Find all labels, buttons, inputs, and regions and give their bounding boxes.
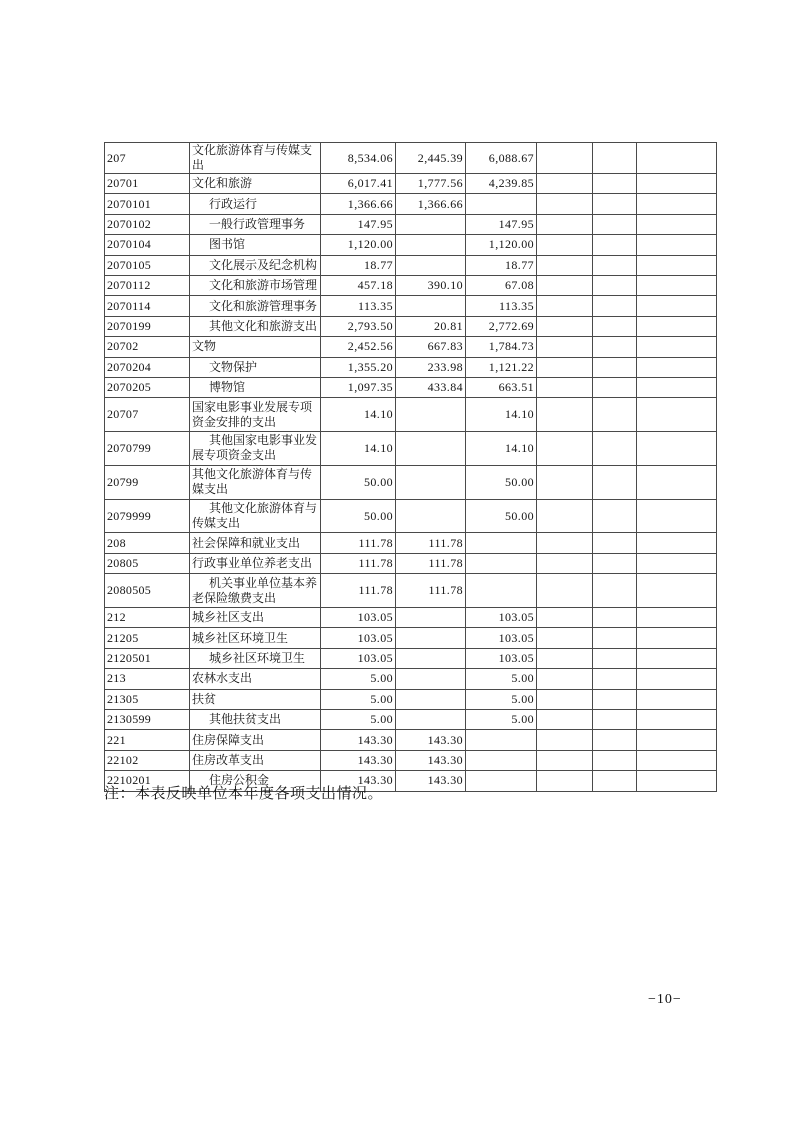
table-row	[105, 296, 717, 316]
row-code: 213	[105, 669, 190, 689]
row-empty-cell	[593, 357, 637, 377]
row-empty-cell	[537, 194, 593, 214]
row-value-1: 113.35	[321, 296, 396, 316]
row-name: 文化和旅游	[190, 174, 321, 194]
row-value-3: 1,121.22	[466, 357, 537, 377]
row-empty-cell	[537, 730, 593, 750]
row-empty-cell	[537, 710, 593, 730]
row-name: 行政运行	[190, 194, 321, 214]
row-value-1: 111.78	[321, 574, 396, 608]
row-name: 国家电影事业发展专项资金安排的支出	[190, 398, 321, 432]
row-name: 一般行政管理事务	[190, 214, 321, 234]
row-empty-cell	[593, 275, 637, 295]
row-empty-cell	[537, 143, 593, 174]
row-empty-cell	[537, 648, 593, 668]
row-value-2: 111.78	[396, 533, 466, 553]
row-name: 文物保护	[190, 357, 321, 377]
table-row	[105, 465, 717, 499]
row-empty-cell	[537, 235, 593, 255]
row-name: 行政事业单位养老支出	[190, 553, 321, 573]
row-code: 2070101	[105, 194, 190, 214]
row-value-2: 20.81	[396, 316, 466, 336]
row-empty-cell	[593, 499, 637, 533]
row-value-1: 2,793.50	[321, 316, 396, 336]
row-empty-cell	[637, 174, 717, 194]
row-value-3: 5.00	[466, 689, 537, 709]
row-code: 2070199	[105, 316, 190, 336]
row-name: 城乡社区支出	[190, 608, 321, 628]
row-empty-cell	[593, 574, 637, 608]
row-empty-cell	[593, 143, 637, 174]
row-value-2: 1,777.56	[396, 174, 466, 194]
row-value-3	[466, 533, 537, 553]
row-empty-cell	[593, 689, 637, 709]
row-value-1: 8,534.06	[321, 143, 396, 174]
row-empty-cell	[637, 750, 717, 770]
row-code: 20707	[105, 398, 190, 432]
row-code: 20701	[105, 174, 190, 194]
row-empty-cell	[637, 143, 717, 174]
row-value-2	[396, 608, 466, 628]
row-name: 住房公积金	[190, 771, 321, 791]
row-empty-cell	[637, 377, 717, 397]
row-code: 2070114	[105, 296, 190, 316]
row-code: 20799	[105, 465, 190, 499]
row-value-3	[466, 730, 537, 750]
row-name: 其他文化和旅游支出	[190, 316, 321, 336]
row-code: 208	[105, 533, 190, 553]
row-empty-cell	[537, 465, 593, 499]
row-value-3: 50.00	[466, 465, 537, 499]
row-empty-cell	[637, 432, 717, 466]
row-value-3: 4,239.85	[466, 174, 537, 194]
row-name: 城乡社区环境卫生	[190, 628, 321, 648]
row-value-1: 143.30	[321, 750, 396, 770]
table-row	[105, 750, 717, 770]
row-empty-cell	[537, 316, 593, 336]
row-value-3	[466, 194, 537, 214]
table-row	[105, 275, 717, 295]
table-row	[105, 533, 717, 553]
row-empty-cell	[593, 771, 637, 791]
expenditure-table	[104, 142, 717, 792]
row-empty-cell	[537, 669, 593, 689]
row-name: 社会保障和就业支出	[190, 533, 321, 553]
row-empty-cell	[593, 750, 637, 770]
row-value-2: 1,366.66	[396, 194, 466, 214]
row-value-2	[396, 398, 466, 432]
table-row	[105, 710, 717, 730]
row-empty-cell	[537, 255, 593, 275]
row-value-1: 143.30	[321, 730, 396, 750]
row-value-2	[396, 689, 466, 709]
row-empty-cell	[593, 214, 637, 234]
row-value-2: 233.98	[396, 357, 466, 377]
row-empty-cell	[593, 533, 637, 553]
row-code: 2070112	[105, 275, 190, 295]
table-row	[105, 377, 717, 397]
table-row	[105, 214, 717, 234]
row-empty-cell	[593, 628, 637, 648]
table-row	[105, 398, 717, 432]
row-value-1: 14.10	[321, 432, 396, 466]
table-row	[105, 194, 717, 214]
row-empty-cell	[537, 398, 593, 432]
row-value-2: 143.30	[396, 771, 466, 791]
page-number: −10−	[648, 992, 682, 1007]
row-value-3: 67.08	[466, 275, 537, 295]
row-value-1: 1,120.00	[321, 235, 396, 255]
row-empty-cell	[537, 533, 593, 553]
row-empty-cell	[537, 296, 593, 316]
row-empty-cell	[637, 710, 717, 730]
table-note: 注：本表反映单位本年度各项支出情况。	[104, 786, 384, 802]
row-empty-cell	[593, 465, 637, 499]
row-value-2	[396, 235, 466, 255]
row-empty-cell	[537, 499, 593, 533]
row-empty-cell	[637, 194, 717, 214]
row-empty-cell	[593, 432, 637, 466]
table-row	[105, 316, 717, 336]
table-row	[105, 235, 717, 255]
row-value-2	[396, 499, 466, 533]
row-empty-cell	[637, 771, 717, 791]
row-empty-cell	[637, 337, 717, 357]
row-value-1: 14.10	[321, 398, 396, 432]
row-name: 其他文化旅游体育与传媒支出	[190, 465, 321, 499]
row-value-3: 6,088.67	[466, 143, 537, 174]
row-value-2: 433.84	[396, 377, 466, 397]
row-empty-cell	[593, 255, 637, 275]
row-value-1: 103.05	[321, 648, 396, 668]
row-value-3: 103.05	[466, 608, 537, 628]
row-code: 20702	[105, 337, 190, 357]
row-value-3	[466, 574, 537, 608]
row-name: 其他扶贫支出	[190, 710, 321, 730]
row-empty-cell	[593, 194, 637, 214]
row-empty-cell	[593, 316, 637, 336]
row-value-3: 14.10	[466, 398, 537, 432]
row-value-3: 2,772.69	[466, 316, 537, 336]
row-code: 21205	[105, 628, 190, 648]
row-value-3	[466, 553, 537, 573]
row-value-1: 18.77	[321, 255, 396, 275]
row-name: 农林水支出	[190, 669, 321, 689]
row-empty-cell	[593, 398, 637, 432]
row-empty-cell	[537, 750, 593, 770]
row-empty-cell	[537, 628, 593, 648]
row-empty-cell	[593, 296, 637, 316]
table-row	[105, 628, 717, 648]
row-empty-cell	[537, 214, 593, 234]
row-value-2	[396, 465, 466, 499]
row-empty-cell	[537, 574, 593, 608]
row-empty-cell	[637, 553, 717, 573]
row-value-1: 50.00	[321, 499, 396, 533]
row-empty-cell	[637, 296, 717, 316]
row-empty-cell	[637, 648, 717, 668]
row-empty-cell	[637, 608, 717, 628]
row-value-1: 5.00	[321, 689, 396, 709]
row-empty-cell	[593, 669, 637, 689]
row-value-3: 5.00	[466, 710, 537, 730]
row-name: 文物	[190, 337, 321, 357]
row-value-1: 6,017.41	[321, 174, 396, 194]
table-row	[105, 553, 717, 573]
row-value-1: 5.00	[321, 710, 396, 730]
row-code: 212	[105, 608, 190, 628]
row-empty-cell	[637, 730, 717, 750]
table-row	[105, 357, 717, 377]
table-row	[105, 255, 717, 275]
row-value-2	[396, 648, 466, 668]
table-row	[105, 648, 717, 668]
row-value-1: 103.05	[321, 608, 396, 628]
row-value-2: 390.10	[396, 275, 466, 295]
row-code: 2070799	[105, 432, 190, 466]
row-value-2	[396, 432, 466, 466]
row-empty-cell	[593, 710, 637, 730]
row-code: 207	[105, 143, 190, 174]
row-code: 2070204	[105, 357, 190, 377]
row-value-1: 111.78	[321, 553, 396, 573]
row-value-3: 113.35	[466, 296, 537, 316]
row-value-1: 2,452.56	[321, 337, 396, 357]
row-empty-cell	[637, 398, 717, 432]
row-value-2: 143.30	[396, 730, 466, 750]
row-empty-cell	[537, 432, 593, 466]
row-empty-cell	[537, 357, 593, 377]
row-value-3: 18.77	[466, 255, 537, 275]
table-row	[105, 143, 717, 174]
row-code: 221	[105, 730, 190, 750]
row-code: 2080505	[105, 574, 190, 608]
row-name: 机关事业单位基本养老保险缴费支出	[190, 574, 321, 608]
table-row	[105, 574, 717, 608]
row-empty-cell	[637, 214, 717, 234]
row-value-1: 103.05	[321, 628, 396, 648]
row-empty-cell	[593, 337, 637, 357]
row-name: 其他文化旅游体育与传媒支出	[190, 499, 321, 533]
row-code: 2079999	[105, 499, 190, 533]
row-empty-cell	[637, 316, 717, 336]
row-empty-cell	[537, 771, 593, 791]
row-value-3: 50.00	[466, 499, 537, 533]
row-empty-cell	[593, 553, 637, 573]
row-value-1: 111.78	[321, 533, 396, 553]
table-row	[105, 499, 717, 533]
row-value-2: 111.78	[396, 574, 466, 608]
table-row	[105, 669, 717, 689]
row-value-2	[396, 214, 466, 234]
row-empty-cell	[537, 689, 593, 709]
row-value-2: 143.30	[396, 750, 466, 770]
row-empty-cell	[593, 648, 637, 668]
row-value-3: 103.05	[466, 628, 537, 648]
row-name: 博物馆	[190, 377, 321, 397]
table-row	[105, 174, 717, 194]
row-code: 21305	[105, 689, 190, 709]
row-value-2: 667.83	[396, 337, 466, 357]
row-value-2	[396, 296, 466, 316]
row-empty-cell	[637, 235, 717, 255]
row-code: 2130599	[105, 710, 190, 730]
row-empty-cell	[537, 174, 593, 194]
row-value-1: 1,355.20	[321, 357, 396, 377]
row-empty-cell	[637, 275, 717, 295]
row-code: 2070104	[105, 235, 190, 255]
row-code: 2070205	[105, 377, 190, 397]
row-empty-cell	[637, 574, 717, 608]
row-value-2	[396, 669, 466, 689]
row-value-2	[396, 628, 466, 648]
row-value-3: 1,784.73	[466, 337, 537, 357]
row-code: 2070102	[105, 214, 190, 234]
row-empty-cell	[637, 628, 717, 648]
row-value-2	[396, 710, 466, 730]
row-name: 住房保障支出	[190, 730, 321, 750]
row-empty-cell	[537, 377, 593, 397]
row-value-3: 147.95	[466, 214, 537, 234]
table-row	[105, 608, 717, 628]
row-value-3	[466, 750, 537, 770]
row-empty-cell	[593, 730, 637, 750]
row-value-1: 457.18	[321, 275, 396, 295]
row-code: 22102	[105, 750, 190, 770]
row-value-2: 111.78	[396, 553, 466, 573]
table-row	[105, 689, 717, 709]
row-code: 2210201	[105, 771, 190, 791]
row-empty-cell	[637, 255, 717, 275]
row-name: 文化和旅游管理事务	[190, 296, 321, 316]
row-empty-cell	[537, 337, 593, 357]
row-value-3: 1,120.00	[466, 235, 537, 255]
row-value-3	[466, 771, 537, 791]
row-empty-cell	[637, 689, 717, 709]
row-value-3: 103.05	[466, 648, 537, 668]
row-value-1: 147.95	[321, 214, 396, 234]
row-value-3: 5.00	[466, 669, 537, 689]
row-value-2	[396, 255, 466, 275]
row-empty-cell	[637, 499, 717, 533]
row-name: 扶贫	[190, 689, 321, 709]
row-code: 2070105	[105, 255, 190, 275]
row-value-1: 5.00	[321, 669, 396, 689]
table-row	[105, 432, 717, 466]
row-empty-cell	[637, 357, 717, 377]
row-empty-cell	[637, 669, 717, 689]
row-value-2: 2,445.39	[396, 143, 466, 174]
row-empty-cell	[593, 608, 637, 628]
row-value-3: 663.51	[466, 377, 537, 397]
row-code: 20805	[105, 553, 190, 573]
row-name: 图书馆	[190, 235, 321, 255]
row-value-3: 14.10	[466, 432, 537, 466]
row-code: 2120501	[105, 648, 190, 668]
row-name: 文化展示及纪念机构	[190, 255, 321, 275]
row-empty-cell	[537, 608, 593, 628]
row-value-1: 1,097.35	[321, 377, 396, 397]
row-name: 文化和旅游市场管理	[190, 275, 321, 295]
table-row	[105, 337, 717, 357]
row-name: 其他国家电影事业发展专项资金支出	[190, 432, 321, 466]
row-empty-cell	[593, 235, 637, 255]
row-name: 城乡社区环境卫生	[190, 648, 321, 668]
row-value-1: 1,366.66	[321, 194, 396, 214]
row-empty-cell	[537, 275, 593, 295]
row-value-1: 50.00	[321, 465, 396, 499]
row-empty-cell	[593, 377, 637, 397]
row-value-1: 143.30	[321, 771, 396, 791]
row-empty-cell	[593, 174, 637, 194]
row-empty-cell	[637, 533, 717, 553]
row-empty-cell	[637, 465, 717, 499]
row-name: 文化旅游体育与传媒支出	[190, 143, 321, 174]
row-empty-cell	[537, 553, 593, 573]
row-name: 住房改革支出	[190, 750, 321, 770]
table-row	[105, 730, 717, 750]
expense-table-body	[105, 143, 717, 792]
